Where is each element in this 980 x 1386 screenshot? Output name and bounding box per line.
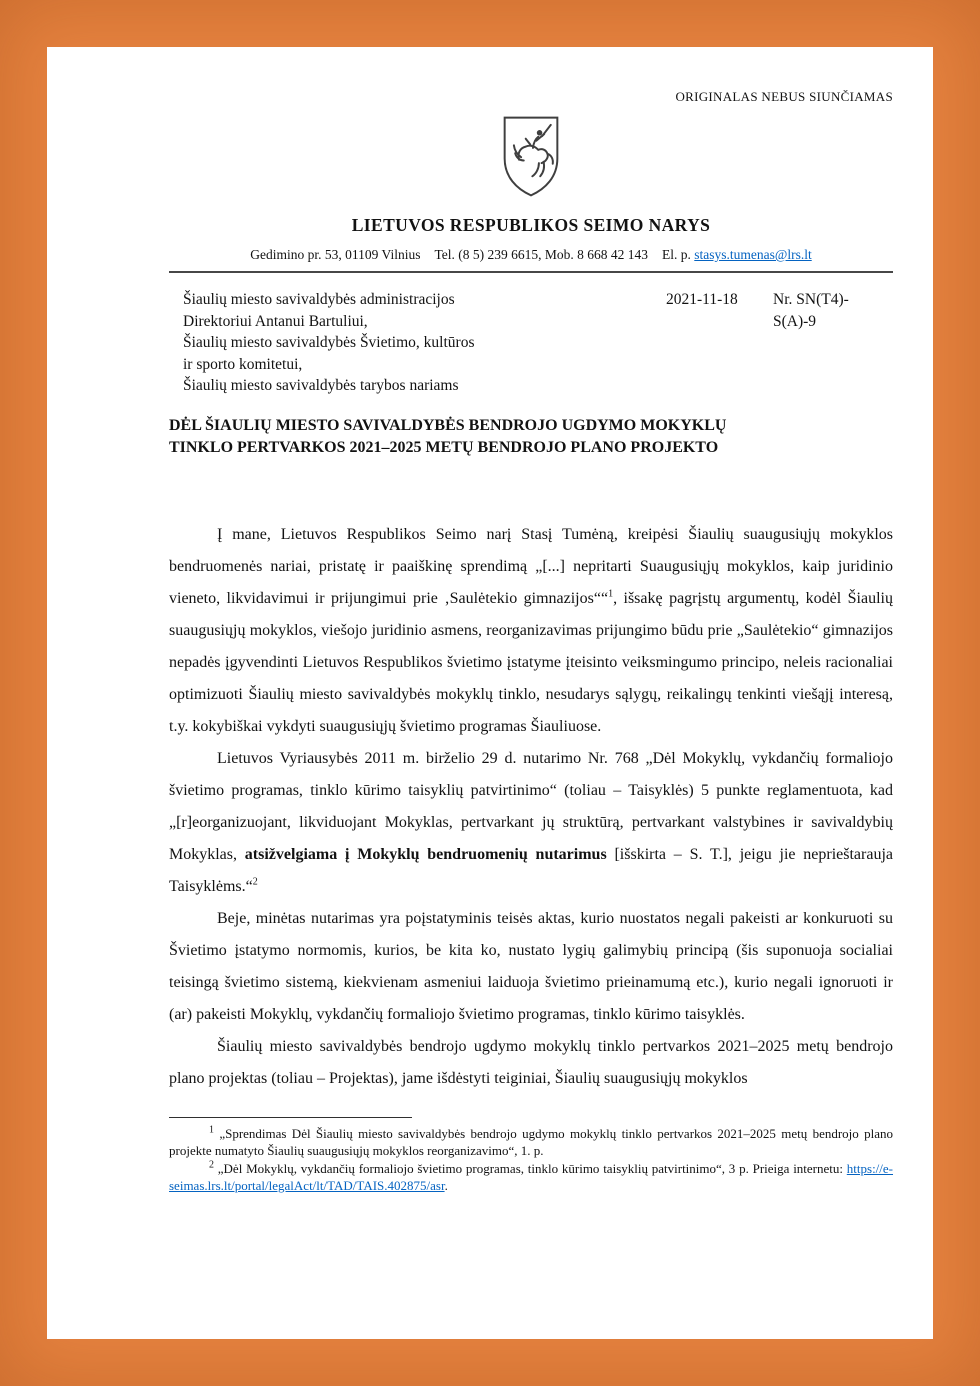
recipients-block bbox=[169, 289, 666, 397]
text-run: „Dėl Mokyklų, vykdančių formaliojo švietimo programas, tinklo kūrimo taisyklių patvirtinimo“, 3 p. Prieiga internetu: bbox=[214, 1160, 847, 1176]
header-divider bbox=[169, 271, 893, 273]
text-run: Lietuvos Vyriausybės 2011 m. birželio 29 d. nutarimo Nr. 768 „Dėl Mokyklų, vykdančių formaliojo švietimo programas, tinklo kūrimo taisyklių patvirtinimo“ (toliau – Taisyklės) 5 punkte reglamentuota, kad „[r]eorganizuojant, likviduojant Mokyklas, pertvarkant jų struktūrą, pertvarkant valstybines ir savivaldybių Mokyklas, bbox=[169, 749, 893, 863]
footnote-ref: 2 bbox=[209, 1159, 214, 1171]
recipient-line: Direktoriui Antanui Bartuliui, bbox=[183, 312, 368, 330]
subject bbox=[169, 415, 893, 459]
text-run: Į mane, Lietuvos Respublikos Seimo narį Stasį Tumėną, kreipėsi Šiaulių suaugusiųjų mokyklos bendruomenės nariai, pristatę ir paaiškinę sprendimą „[...] nepritarti Suaugusiųjų mokyklos, kaip juridinio vieneto, likvidavimui ir prijungimui prie ‚Saulėtekio gimnazijos““ bbox=[169, 525, 893, 607]
footnote bbox=[169, 1160, 893, 1195]
footnote-url-link[interactable]: https://e-seimas.lrs.lt/portal/legalAct/lt/TAD/TAIS.402875/asr bbox=[169, 1160, 893, 1194]
footnote-ref: 1 bbox=[209, 1124, 214, 1136]
text-run: [išskirta – S. T.], jeigu jie neprieštarauja Taisyklėms.“ bbox=[169, 845, 894, 895]
footnote bbox=[169, 1125, 893, 1160]
text-run: atsižvelgiama į Mokyklų bendruomenių nutarimus bbox=[244, 845, 607, 863]
recipient-line: Šiaulių miesto savivaldybės tarybos nariams bbox=[183, 377, 459, 395]
footnote-ref: 2 bbox=[252, 876, 258, 888]
footnote-divider bbox=[169, 1117, 412, 1118]
contact-address: Gedimino pr. 53, 01109 Vilnius bbox=[250, 247, 421, 262]
document-number bbox=[773, 289, 893, 397]
address-row bbox=[169, 289, 893, 397]
document-number-line: S(A)-9 bbox=[773, 312, 817, 330]
body-paragraphs bbox=[169, 519, 893, 1095]
document-page bbox=[47, 47, 933, 1339]
email-link[interactable]: stasys.tumenas@lrs.lt bbox=[694, 247, 812, 262]
org-title: LIETUVOS RESPUBLIKOS SEIMO NARYS bbox=[351, 215, 711, 235]
text-run: . bbox=[444, 1178, 448, 1194]
recipient-line: Šiaulių miesto savivaldybės Švietimo, kultūros bbox=[183, 334, 475, 352]
contact-line bbox=[169, 247, 893, 263]
recipient-line: ir sporto komitetui, bbox=[183, 355, 303, 373]
body-paragraph bbox=[169, 743, 893, 903]
text-run: , išsakę pagrįstų argumentų, kodėl Šiaulių suaugusiųjų mokyklos, viešojo juridinio asmens, reorganizavimas prijungimo būdu prie „Saulėtekio“ gimnazijos nepadės įgyvendinti Lietuvos Respublikos švietimo įstatyme įteisinto veiksmingumo principo, neleis racionaliai optimizuoti Šiaulių miesto savivaldybės mokyklų tinklo, nesudarys sąlygų, reikalingų tenkinti viešąjį interesą, t.y. kokybiškai vykdyti suaugusiųjų švietimo programas Šiauliuose. bbox=[169, 589, 893, 735]
document-date: 2021-11-18 bbox=[666, 291, 738, 308]
coat-of-arms bbox=[169, 115, 893, 203]
contact-email-label: El. p. bbox=[662, 247, 691, 262]
footnote-ref: 1 bbox=[608, 588, 614, 600]
text-run: Beje, minėtas nutarimas yra poįstatyminis teisės aktas, kurio nuostatos negali pakeisti ar konkuruoti su Švietimo įstatymo normomis, kurios, be kita ko, nustato lygių galimybių principą (šis suponuoja socialiai teisingą švietimo sistemą, kiekvienam asmeniui laiduoja švietimo prieinamumą etc.), kurio negali ignoruoti ir (ar) pakeisti Mokyklų, vykdančių formaliojo švietimo programas, tinklo kūrimo taisyklės. bbox=[169, 909, 893, 1023]
footnotes bbox=[169, 1125, 893, 1195]
contact-email bbox=[662, 247, 812, 262]
vytis-crest-icon bbox=[498, 115, 564, 198]
subject-line: DĖL ŠIAULIŲ MIESTO SAVIVALDYBĖS BENDROJO UGDYMO MOKYKLŲ bbox=[169, 416, 727, 434]
text-run: „Sprendimas Dėl Šiaulių miesto savivaldybės bendrojo ugdymo mokyklų tinklo pertvarkos 2021–2025 metų bendrojo plano projekte numatyto Šiaulių suaugusiųjų mokyklos reorganizavimo“, 1. p. bbox=[169, 1125, 893, 1159]
body-paragraph bbox=[169, 1031, 893, 1095]
recipient-line: Šiaulių miesto savivaldybės administracijos bbox=[183, 291, 455, 308]
text-run: Šiaulių miesto savivaldybės bendrojo ugdymo mokyklų tinklo pertvarkos 2021–2025 metų bendrojo plano projektas (toliau – Projektas), jame išdėstyti teiginiai, Šiaulių suaugusiųjų mokyklos bbox=[169, 1037, 893, 1087]
body-paragraph bbox=[169, 903, 893, 1031]
document-number-line: Nr. SN(T4)- bbox=[773, 291, 849, 308]
subject-line: TINKLO PERTVARKOS 2021–2025 METŲ BENDROJO PLANO PROJEKTO bbox=[169, 438, 719, 456]
body-paragraph bbox=[169, 519, 893, 743]
contact-phones: Tel. (8 5) 239 6615, Mob. 8 668 42 143 bbox=[434, 247, 649, 262]
top-note: ORIGINALAS NEBUS SIUNČIAMAS bbox=[675, 89, 893, 104]
